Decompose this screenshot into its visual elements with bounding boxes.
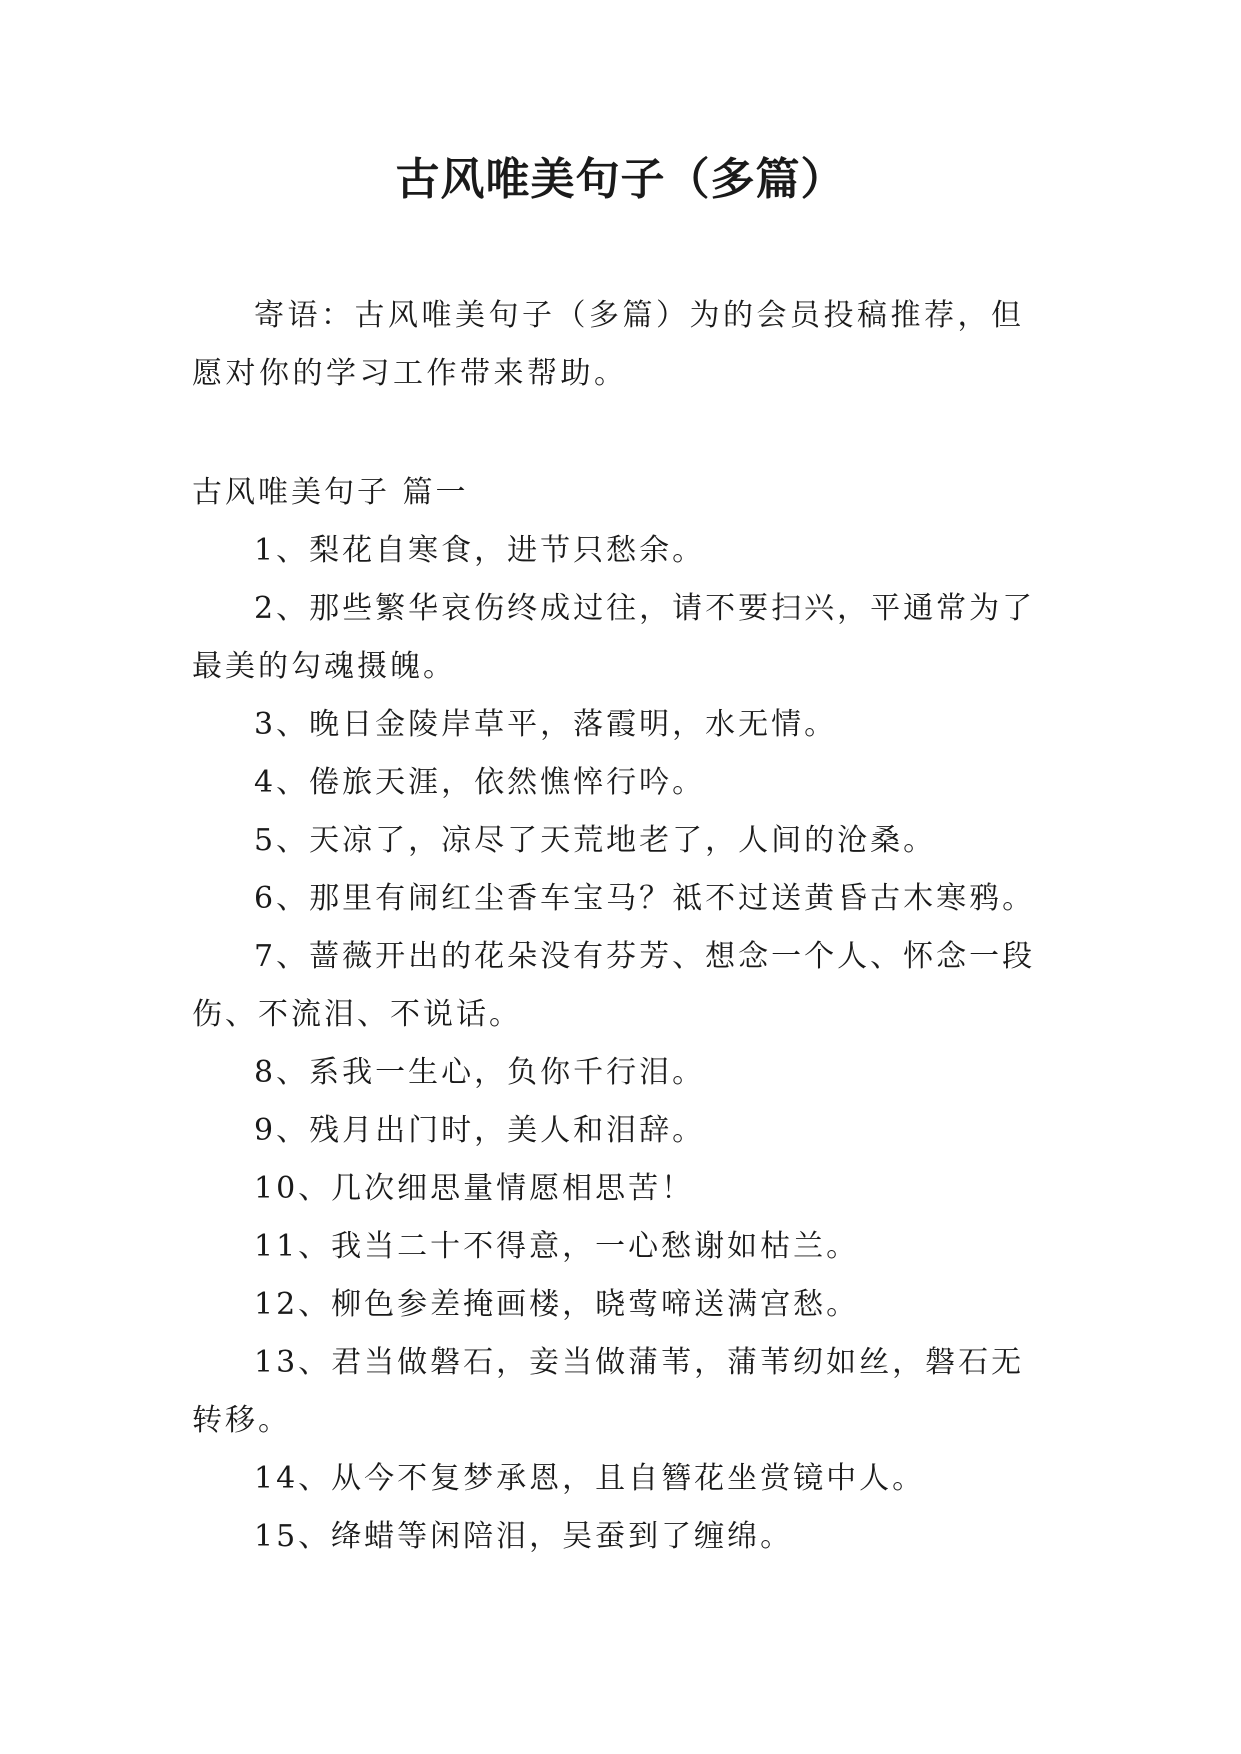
list-item: 3、晚日金陵岸草平，落霞明，水无情。: [254, 707, 838, 742]
list-item: 12、柳色参差掩画楼，晓莺啼送满宫愁。: [254, 1287, 860, 1322]
document-title: 古风唯美句子（多篇）: [395, 154, 846, 205]
list-item: 7、蔷薇开出的花朵没有芬芳、想念一个人、怀念一段伤、不流泪、不说话。: [192, 939, 1036, 1032]
list-item: 1、梨花自寒食，进节只愁余。: [254, 533, 706, 568]
sentence-list: [192, 522, 1054, 1566]
intro-paragraph: 寄语：古风唯美句子（多篇）为的会员投稿推荐，但愿对你的学习工作带来帮助。: [192, 298, 1025, 391]
list-item: 6、那里有闹红尘香车宝马？祗不过送黄昏古木寒鸦。: [254, 881, 1036, 916]
list-item: 11、我当二十不得意，一心愁谢如枯兰。: [254, 1229, 860, 1264]
list-item: 8、系我一生心，负你千行泪。: [254, 1055, 706, 1090]
section-heading: 古风唯美句子 篇一: [192, 475, 469, 510]
list-item: 14、从今不复梦承恩，且自簪花坐赏镜中人。: [254, 1461, 926, 1496]
list-item: 15、绛蜡等闲陪泪，吴蚕到了缠绵。: [254, 1519, 794, 1554]
list-item: 13、君当做磐石，妾当做蒲苇，蒲苇纫如丝，磐石无转移。: [192, 1345, 1025, 1438]
list-item: 4、倦旅天涯，依然憔悴行吟。: [254, 765, 706, 800]
list-item: 10、几次细思量情愿相思苦！: [254, 1171, 695, 1206]
list-item: 9、残月出门时，美人和泪辞。: [254, 1113, 706, 1148]
list-item: 5、天凉了，凉尽了天荒地老了，人间的沧桑。: [254, 823, 937, 858]
list-item: 2、那些繁华哀伤终成过往，请不要扫兴，平通常为了最美的勾魂摄魄。: [192, 591, 1036, 684]
